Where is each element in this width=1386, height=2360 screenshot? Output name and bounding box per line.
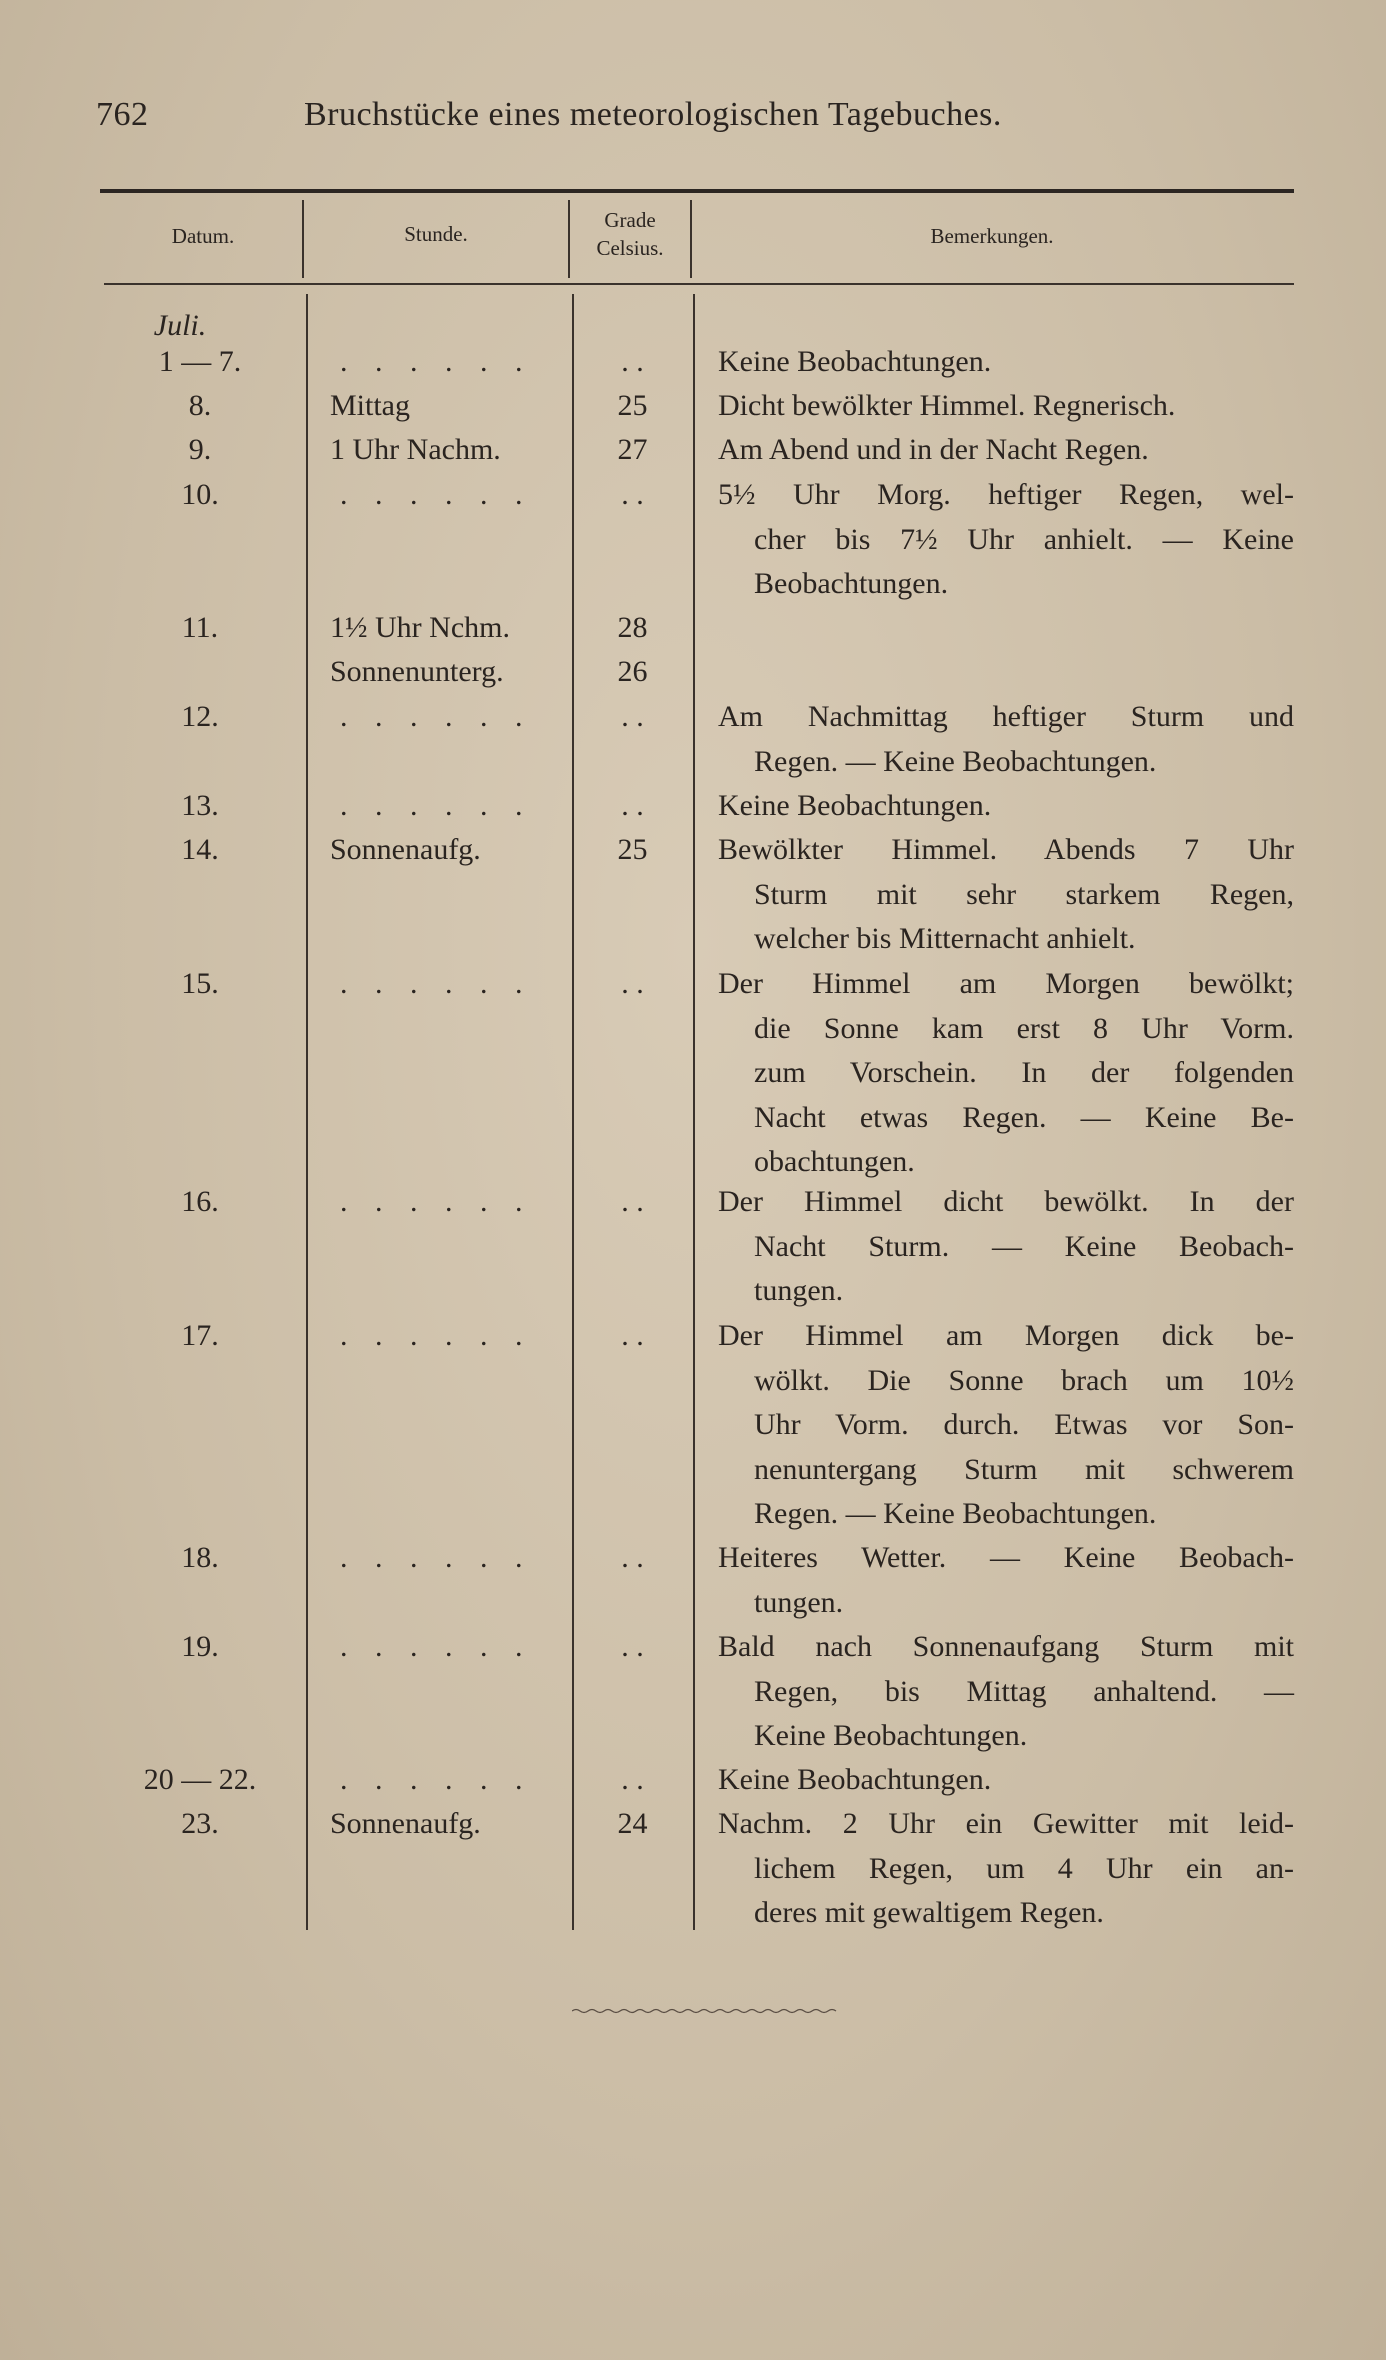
remark-line: Nachm. 2 Uhr ein Gewitter mit leid- [718,1807,1294,1840]
row-grade: . . [621,700,644,733]
row-remarks [718,1625,1294,1759]
remark-line: obachtungen. [754,1145,915,1178]
remark-line: nenuntergang Sturm mit schwerem [754,1452,1294,1486]
row-grade: . . [621,789,644,822]
row-remarks [718,340,1294,385]
remark-line: wölkt. Die Sonne brach um 10½ [754,1363,1294,1397]
row-datum: 9. [188,433,212,466]
remark-line: Keine Beobachtungen. [718,1763,992,1796]
remark-line: cher bis 7½ Uhr anhielt. — Keine [754,522,1294,556]
row-remarks [718,1180,1294,1314]
row-datum: 10. [181,478,219,511]
remark-line: Der Himmel am Morgen bewölkt; [718,967,1294,1000]
row-datum: 15. [181,967,219,1000]
header-stunde: Stunde. [404,222,468,246]
row-datum: 19. [181,1630,219,1663]
remark-line: 5½ Uhr Morg. heftiger Regen, wel- [718,478,1294,511]
row-stunde: Sonnenaufg. [330,833,481,866]
remark-line: Der Himmel am Morgen dick be- [718,1319,1294,1352]
row-stunde: 1 Uhr Nachm. [330,433,501,466]
remark-line: Bewölkter Himmel. Abends 7 Uhr [718,833,1294,866]
row-stunde: Sonnenunterg. [330,655,504,688]
remark-line: lichem Regen, um 4 Uhr ein an- [754,1851,1294,1885]
remark-line: welcher bis Mitternacht anhielt. [754,922,1136,955]
remark-line: deres mit gewaltigem Regen. [754,1896,1104,1929]
page-header [96,96,1096,146]
remark-line: Dicht bewölkter Himmel. Regnerisch. [718,389,1176,422]
remark-line: die Sonne kam erst 8 Uhr Vorm. [754,1011,1294,1045]
row-datum: 13. [181,789,219,822]
row-remarks [718,784,1294,829]
row-datum: 8. [188,389,212,422]
row-remarks [718,384,1294,429]
decorative-end-rule [572,2008,840,2014]
row-grade: . . [621,1319,644,1352]
remark-line: Nacht Sturm. — Keine Beobach- [754,1229,1294,1263]
remark-line: Uhr Vorm. durch. Etwas vor Son- [754,1408,1294,1441]
row-remarks [718,473,1294,607]
row-remarks [718,828,1294,962]
row-remarks [718,1314,1294,1537]
row-datum: 18. [181,1541,219,1574]
row-stunde: . . . . . . [340,700,533,733]
running-title: Bruchstücke eines meteorologischen Tagebuches. [304,96,1002,133]
body-divider-1 [306,294,308,1930]
row-stunde: . . . . . . [340,1630,533,1663]
remark-line: Beobachtungen. [754,567,949,600]
row-datum: 12. [181,700,219,733]
row-datum: 14. [181,833,219,866]
row-grade: . . [621,1185,644,1218]
remark-line: tungen. [754,1585,844,1619]
remark-line: Bald nach Sonnenaufgang Sturm mit [718,1630,1294,1663]
row-datum: 17. [181,1319,219,1352]
row-grade: . . [621,1763,644,1796]
header-bottom-rule [104,283,1294,285]
row-grade: . . [621,1630,644,1663]
header-bemerkungen: Bemerkungen. [930,224,1054,248]
remark-line: tungen. [754,1274,844,1307]
row-grade: 28 [617,611,648,644]
row-remarks [718,695,1294,784]
row-stunde: . . . . . . [340,1541,533,1574]
remark-line: Keine Beobachtungen. [718,789,992,822]
row-remarks [718,962,1294,1185]
row-grade: . . [621,345,644,378]
month-label: Juli. [153,309,207,342]
row-stunde: Sonnenaufg. [330,1807,481,1840]
page-number: 762 [96,96,149,133]
row-stunde: . . . . . . [340,478,533,511]
row-grade: 26 [617,655,648,688]
row-grade: . . [621,478,644,511]
row-remarks [718,1802,1294,1936]
remark-line: Keine Beobachtungen. [718,345,992,378]
header-grade-line1: Grade [604,208,656,232]
row-grade: 25 [617,389,648,422]
row-remarks [718,428,1294,473]
row-stunde: . . . . . . [340,1185,533,1218]
row-stunde: . . . . . . [340,345,533,378]
row-stunde: . . . . . . [340,789,533,822]
row-datum: 1 — 7. [158,345,242,378]
row-stunde: . . . . . . [340,1763,533,1796]
remark-line: Regen, bis Mittag anhaltend. — [754,1674,1294,1708]
row-grade: 27 [617,433,648,466]
row-datum: 20 — 22. [143,1763,257,1796]
row-grade: . . [621,967,644,1000]
header-datum: Datum. [171,224,235,248]
row-grade: 25 [617,833,648,866]
remark-line: Der Himmel dicht bewölkt. In der [718,1185,1294,1218]
body-divider-2 [572,294,574,1930]
row-stunde: Mittag [330,389,410,422]
body-divider-3 [693,294,695,1930]
row-grade: . . [621,1541,644,1574]
remark-line: Heiteres Wetter. — Keine Beobach- [718,1541,1294,1574]
row-datum: 23. [181,1807,219,1840]
row-datum: 16. [181,1185,219,1218]
row-stunde: . . . . . . [340,1319,533,1352]
remark-line: zum Vorschein. In der folgenden [754,1056,1294,1089]
remark-line: Nacht etwas Regen. — Keine Be- [754,1100,1294,1134]
remark-line: Keine Beobachtungen. [754,1719,1028,1752]
row-stunde: . . . . . . [340,967,533,1000]
table-top-rule [100,189,1294,193]
row-datum: 11. [181,611,219,644]
row-remarks [718,1536,1294,1625]
header-grade-line2: Celsius. [596,236,664,260]
remark-line: Sturm mit sehr starkem Regen, [754,877,1294,911]
row-grade: 24 [617,1807,648,1840]
remark-line: Am Abend und in der Nacht Regen. [718,433,1149,466]
remark-line: Regen. — Keine Beobachtungen. [754,1497,1157,1530]
row-remarks [718,1758,1294,1803]
remark-line: Am Nachmittag heftiger Sturm und [718,700,1294,733]
remark-line: Regen. — Keine Beobachtungen. [754,744,1157,778]
row-stunde: 1½ Uhr Nchm. [330,611,510,644]
